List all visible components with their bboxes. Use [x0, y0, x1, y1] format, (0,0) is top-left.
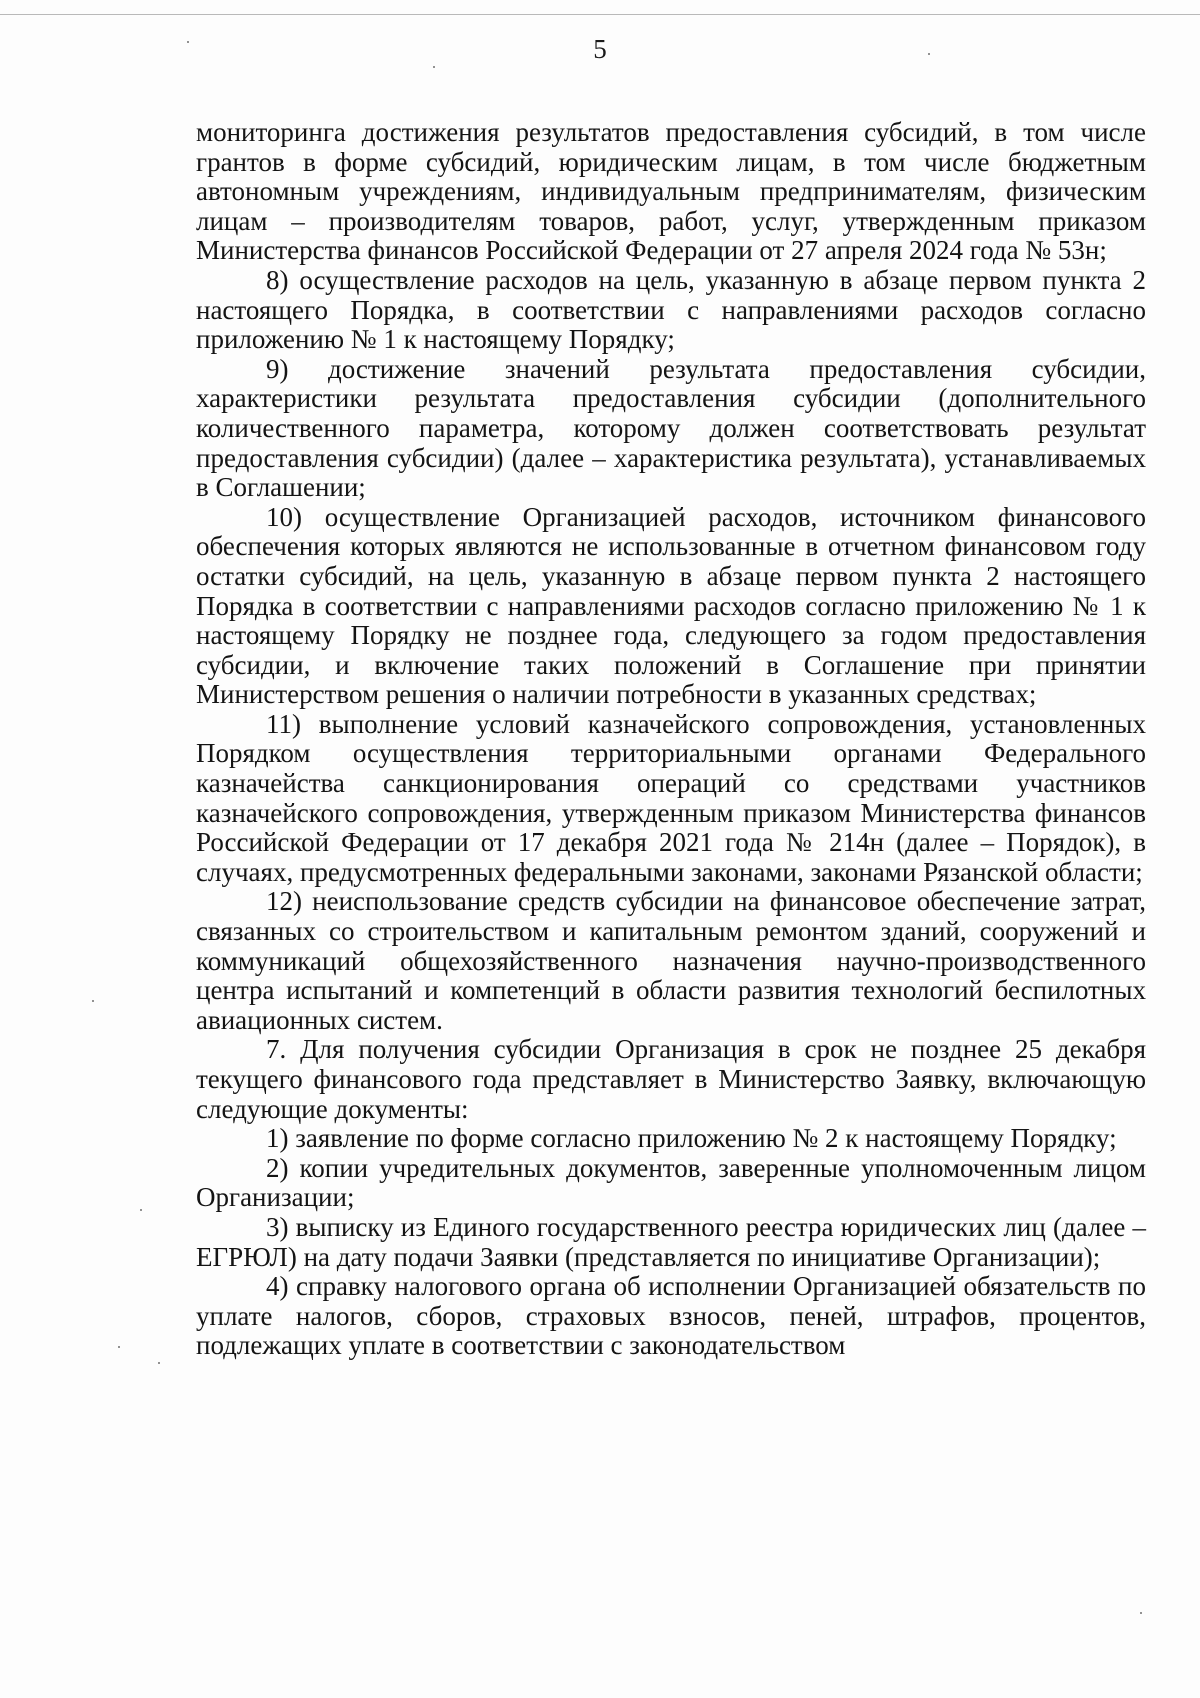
- paragraph-item-12: 12) неиспользование средств субсидии на финансовое обеспечение затрат, связанных со строительством и капитальным ремонтом зданий, сооружений и коммуникаций общехозяйственного назначения научно-производственного центра испытаний и компетенций в области развития технологий беспилотных авиационных систем.: [196, 886, 1146, 1035]
- scan-speck: [92, 1000, 94, 1002]
- paragraph-item-8: 8) осуществление расходов на цель, указанную в абзаце первом пункта 2 настоящего Порядка, в соответствии с направлениями расходов согласно приложению № 1 к настоящему Порядку;: [196, 264, 1146, 355]
- paragraph-item-10: 10) осуществление Организацией расходов, источником финансового обеспечения которых являются не использованные в отчетном финансовом году остатки субсидий, на цель, указанную в абзаце первом пункта 2 настоящего Порядка в соответствии с направлениями расходов согласно приложению № 1 к настоящему Порядку не позднее года, следующего за годом предоставления субсидии, и включение таких положений в Соглашение при принятии Министерством решения о наличии потребности в указанных средствах;: [196, 501, 1146, 710]
- paragraph-point-7: 7. Для получения субсидии Организация в срок не позднее 25 декабря текущего финансового года представляет в Министерство Заявку, включающую следующие документы:: [196, 1034, 1146, 1124]
- paragraph-item-9: 9) достижение значений результата предоставления субсидии, характеристики результата предоставления субсидии (дополнительного количественного параметра, которому должен соответствовать результат предоставления субсидии) (далее – характеристика результата), устанавливаемых в Соглашении;: [196, 353, 1146, 503]
- scan-speck: [433, 66, 435, 68]
- scan-speck: [1140, 1612, 1142, 1614]
- paragraph-doc-3: 3) выписку из Единого государственного реестра юридических лиц (далее – ЕГРЮЛ) на дату подачи Заявки (представляется по инициативе Организации);: [196, 1211, 1146, 1272]
- paragraph-doc-1: 1) заявление по форме согласно приложению № 2 к настоящему Порядку;: [266, 1123, 1117, 1154]
- paragraph-doc-4: 4) справку налогового органа об исполнении Организацией обязательств по уплате налогов, сборов, страховых взносов, пеней, штрафов, процентов, подлежащих уплате в соответствии с законодательством: [196, 1271, 1146, 1361]
- page-number: 5: [593, 34, 607, 64]
- scan-speck: [118, 1346, 120, 1348]
- scan-top-edge: [0, 14, 1200, 15]
- scan-speck: [158, 1362, 160, 1364]
- paragraph-continuation: мониторинга достижения результатов предоставления субсидий, в том числе грантов в форме субсидий, юридическим лицам, в том числе бюджетным автономным учреждениям, индивидуальным предпринимателям, физическим лицам – производителям товаров, работ, услуг, утвержденным приказом Министерства финансов Российской Федерации от 27 апреля 2024 года № 53н;: [196, 117, 1146, 266]
- paragraph-item-11: 11) выполнение условий казначейского сопровождения, установленных Порядком осуществления территориальными органами Федерального казначейства санкционирования операций со средствами участников казначейского сопровождения, утвержденным приказом Министерства финансов Российской Федерации от 17 декабря 2021 года № 214н (далее – Порядок), в случаях, предусмотренных федеральными законами, законами Рязанской области;: [196, 708, 1146, 887]
- scan-speck: [140, 1209, 142, 1211]
- scan-speck: [928, 53, 930, 55]
- scan-speck: [187, 41, 189, 43]
- document-body: [196, 118, 1146, 1361]
- paragraph-doc-2: 2) копии учредительных документов, заверенные уполномоченным лицом Организации;: [196, 1152, 1146, 1213]
